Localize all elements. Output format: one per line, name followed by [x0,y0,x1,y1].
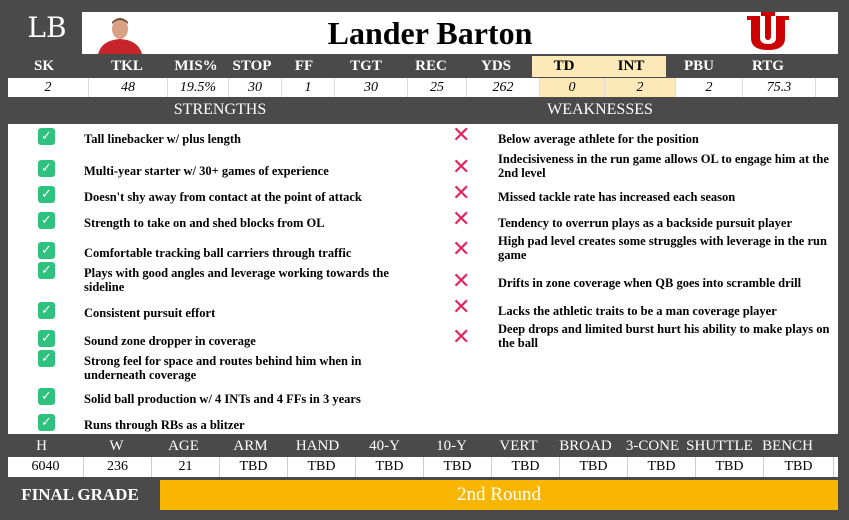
stat-header: TGT [350,58,382,74]
strength-item: Consistent pursuit effort [84,306,216,320]
measurable-value: TBD [492,457,560,477]
weakness-item: Indecisiveness in the run game allows OL to engage him at the 2nd level [498,152,829,180]
weakness-item: Tendency to overrun plays as a backside pursuit player [498,216,793,230]
measurable-header: W [109,437,124,454]
stat-value: 48 [89,78,168,97]
check-icon: ✓ [38,330,55,347]
strength-item: Sound zone dropper in coverage [84,334,256,348]
stat-value: 25 [408,78,467,97]
stat-value: 2 [605,78,676,97]
measurable-value: 21 [152,457,220,477]
check-icon: ✓ [38,414,55,431]
stat-header: PBU [684,58,714,74]
measurable-value: TBD [288,457,356,477]
stat-header: YDS [480,58,511,74]
stat-header: REC [415,58,447,74]
strength-item: Tall linebacker w/ plus length [84,132,241,146]
strength-item: Comfortable tracking ball carriers through traffic [84,246,352,260]
measurables-headers-row [0,436,849,456]
measurable-header: BENCH [762,437,813,454]
weakness-item: Below average athlete for the position [498,132,699,146]
stat-value: 2 [676,78,743,97]
strengths-title: STRENGTHS [173,101,267,118]
check-icon: ✓ [38,302,55,319]
weaknesses-title: WEAKNESSES [547,101,653,118]
weakness-item: Lacks the athletic traits to be a man coverage player [498,304,777,318]
measurable-value: 236 [84,457,152,477]
x-icon: ✕ [452,181,471,206]
check-icon: ✓ [38,262,55,279]
measurable-value: 6040 [8,457,84,477]
measurable-header: 10-Y [436,437,467,454]
measurable-header: ARM [233,437,268,454]
position-label: LB [0,0,94,54]
stat-headers-row [0,56,838,77]
stat-value: 1 [282,78,335,97]
x-icon: ✕ [452,269,471,294]
stat-value: 75.3 [743,78,816,97]
stat-header: SK [33,58,54,74]
strength-item: Multi-year starter w/ 30+ games of experience [84,164,329,178]
measurable-value: TBD [220,457,288,477]
stat-header: TKL [111,58,143,74]
check-icon: ✓ [38,242,55,259]
stat-value: 30 [229,78,282,97]
x-icon: ✕ [452,155,471,180]
measurable-value: TBD [356,457,424,477]
measurable-header: BROAD [559,437,612,454]
measurable-value: TBD [424,457,492,477]
weakness-item: Drifts in zone coverage when QB goes into scramble drill [498,276,802,290]
measurable-header: AGE [168,437,199,454]
measurable-header: SHUTTLE [686,437,753,454]
stat-header: MIS% [174,58,218,74]
weakness-item: Deep drops and limited burst hurt his ability to make plays on the ball [498,322,830,350]
check-icon: ✓ [38,160,55,177]
stat-header: RTG [752,58,784,74]
measurable-value: TBD [764,457,834,477]
measurable-header: VERT [499,437,538,454]
x-icon: ✕ [452,207,471,232]
stat-header: INT [596,56,666,77]
x-icon: ✕ [452,295,471,320]
player-photo [92,14,148,54]
weakness-item: High pad level creates some struggles with leverage in the run game [498,234,827,262]
strength-item: Solid ball production w/ 4 INTs and 4 FFs in 3 years [84,392,361,406]
final-grade-value: 2nd Round [160,480,838,510]
measurable-value: TBD [628,457,696,477]
stat-header: FF [294,58,314,74]
measurable-header: H [36,437,47,454]
strengths-weaknesses-panel [8,124,838,434]
measurable-header: HAND [295,437,340,454]
final-grade-label: FINAL GRADE [21,485,139,504]
stat-value: 30 [335,78,408,97]
check-icon: ✓ [38,128,55,145]
stat-value: 262 [467,78,540,97]
check-icon: ✓ [38,350,55,367]
weakness-item: Missed tackle rate has increased each season [498,190,736,204]
x-icon: ✕ [452,325,471,350]
stat-header: STOP [232,58,272,74]
section-headers [0,98,849,122]
utah-logo [744,10,792,54]
stat-value: 0 [540,78,605,97]
player-name: Lander Barton [327,14,533,51]
measurable-value: TBD [560,457,628,477]
check-icon: ✓ [38,388,55,405]
stat-header: TD [532,56,596,77]
x-icon: ✕ [452,123,471,148]
check-icon: ✓ [38,186,55,203]
measurable-header: 40-Y [369,437,400,454]
measurable-value: TBD [696,457,764,477]
x-icon: ✕ [452,237,471,262]
stat-value: 2 [8,78,89,97]
measurable-header: 3-CONE [625,437,680,454]
strength-item: Strong feel for space and routes behind him when in underneath coverage [84,354,362,382]
check-icon: ✓ [38,212,55,229]
strength-item: Runs through RBs as a blitzer [84,418,245,432]
strength-item: Doesn't shy away from contact at the point of attack [84,190,362,204]
strength-item: Plays with good angles and leverage working towards the sideline [84,266,389,294]
stat-value: 19.5% [168,78,229,97]
measurables-values-row [8,457,838,477]
strength-item: Strength to take on and shed blocks from OL [84,216,325,230]
stat-values-row [8,78,838,97]
